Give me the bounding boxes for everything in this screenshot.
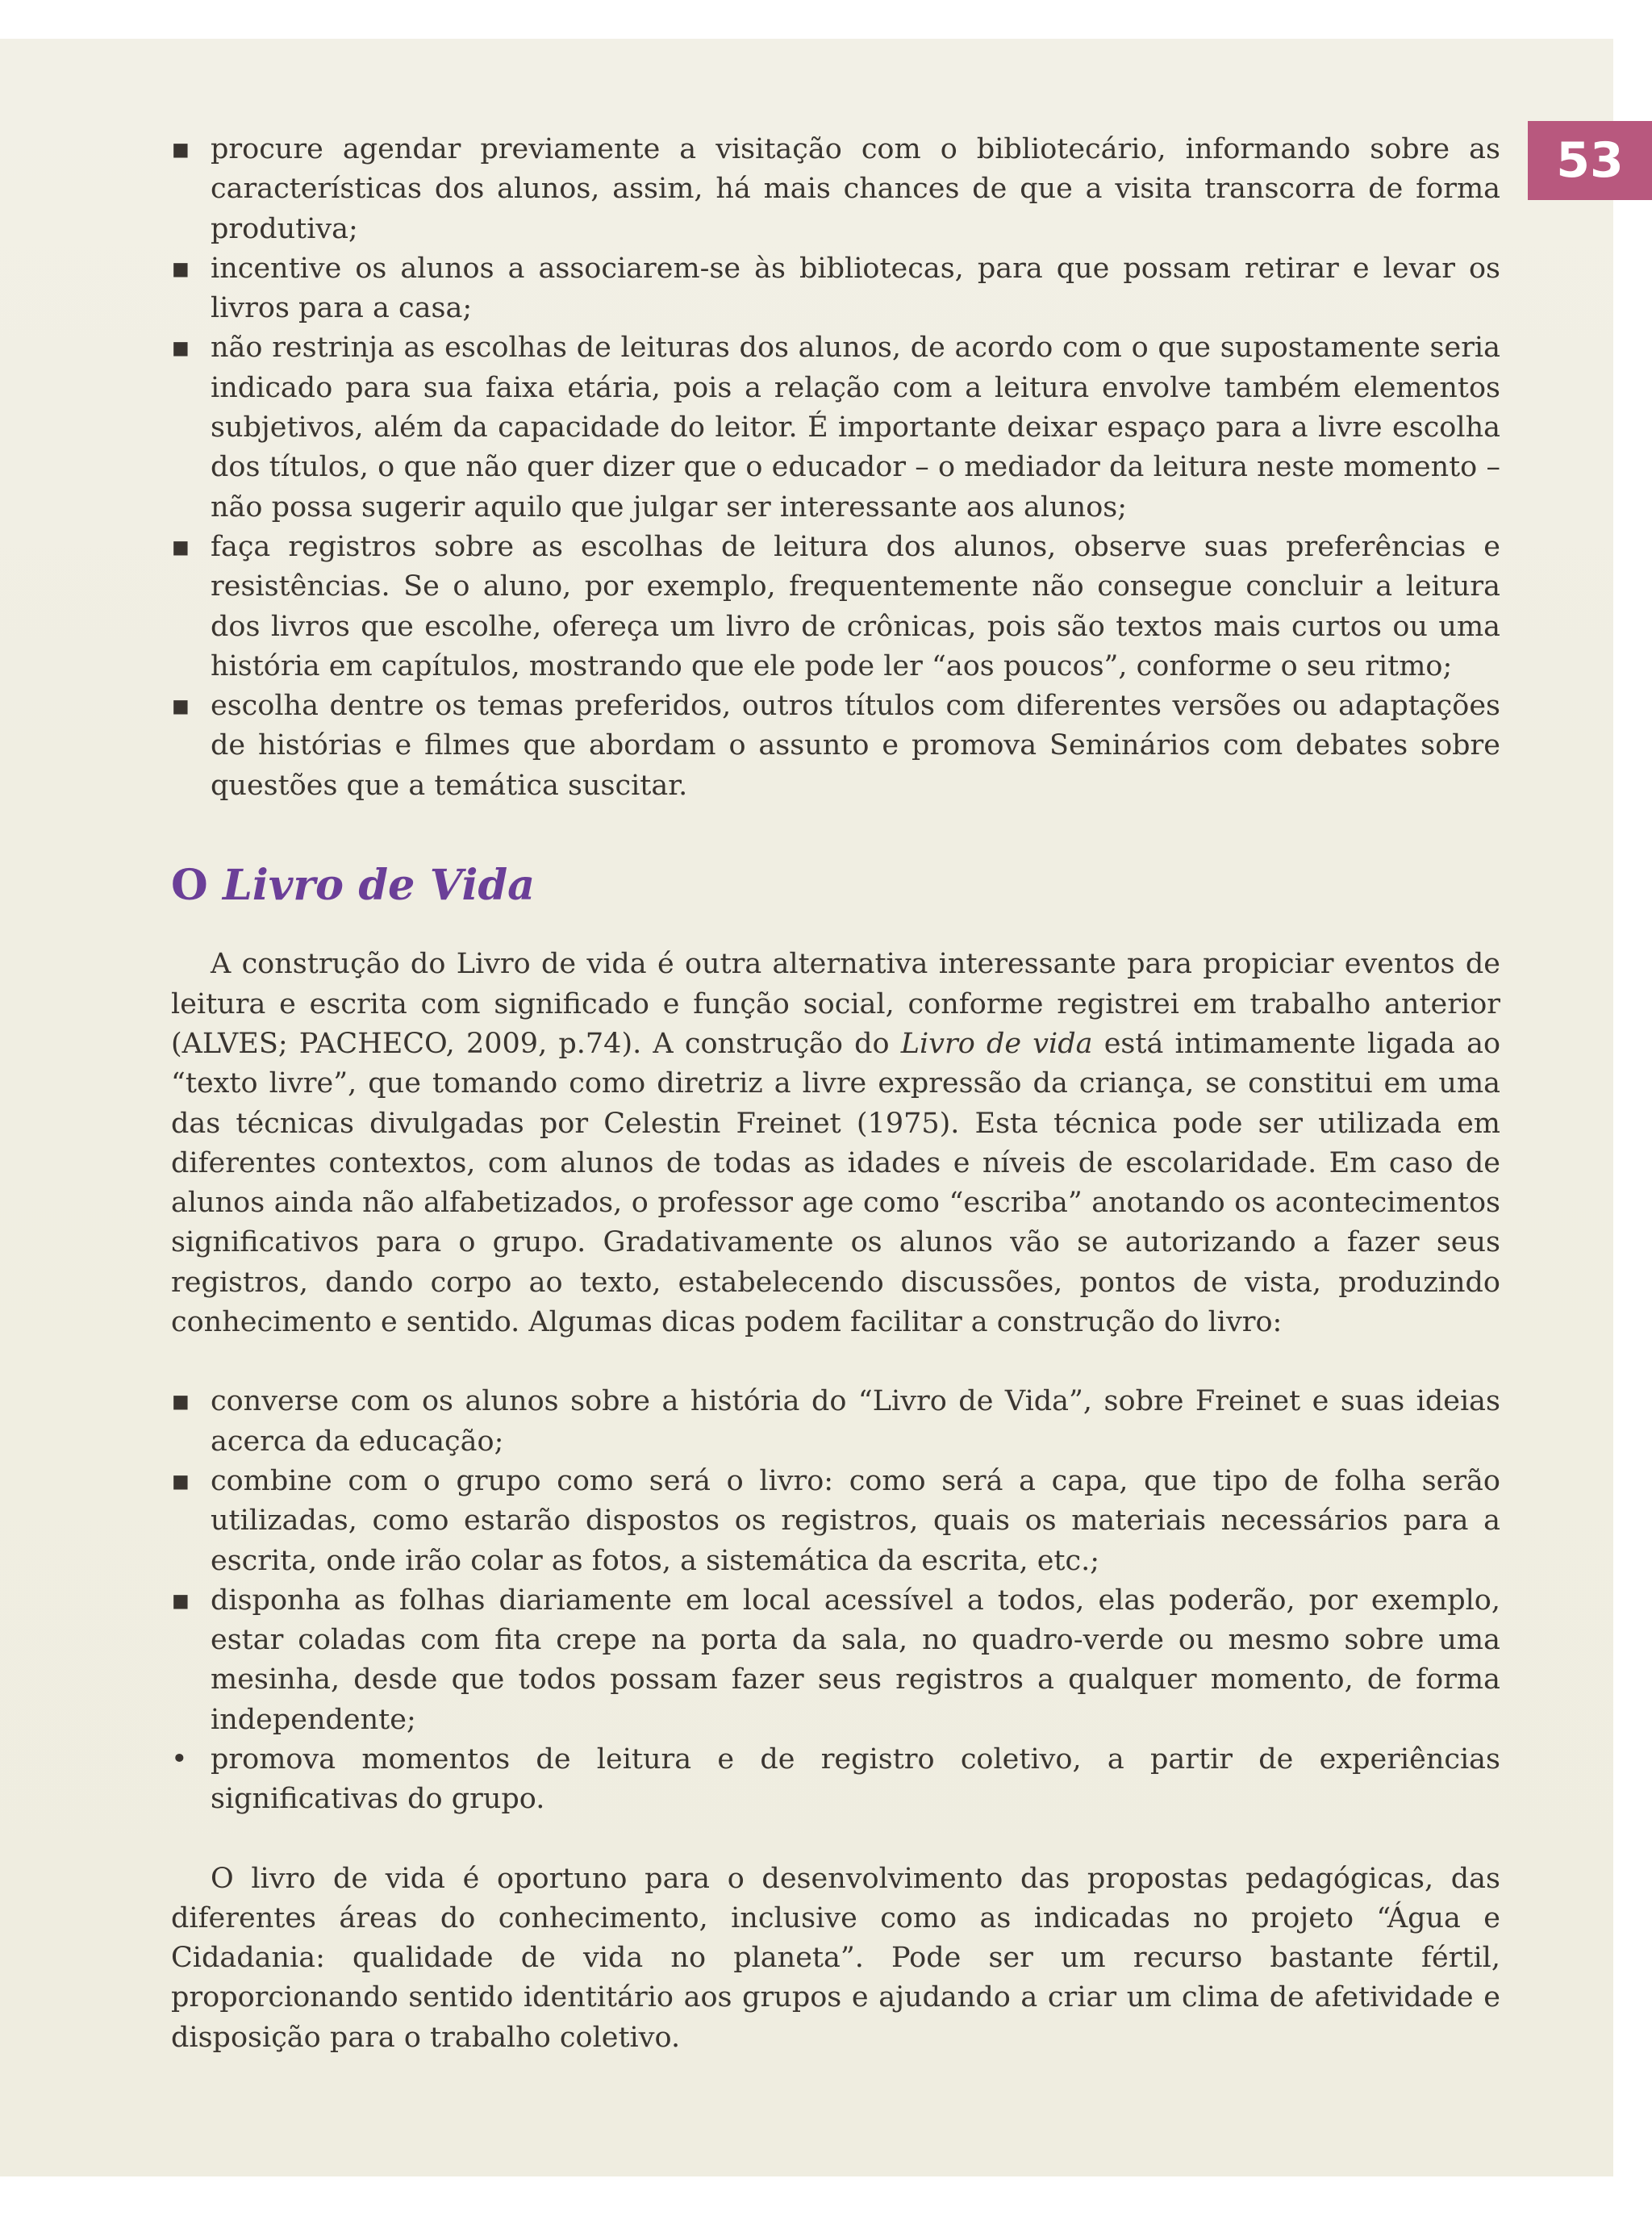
paragraph-intro-part2: está intimamente ligada ao “texto livre”, que tomando como diretriz a livre expressão da criança, se constitui em uma das técnicas divulgadas por Celestin Freinet (1975). Esta técnica pode ser utilizada em diferentes contextos, com alunos de todas as idades e níveis de escolaridade. Em caso de alunos ainda não alfabetizados, o professor age como “escriba” anotando os acontecimentos significativos para o grupo. Gradativamente os alunos vão se autorizando a fazer seus registros, dando corpo ao texto, estabelecendo discussões, pontos de vista, produzindo conhecimento e sentido. Algumas dicas podem facilitar a construção do livro:	[171, 1027, 1501, 1339]
bullet-icon: ▪	[171, 332, 190, 365]
bullet-icon: ▪	[171, 1464, 190, 1497]
paragraph-intro	[171, 945, 1500, 1342]
bullet-icon: ▪	[171, 252, 190, 285]
list-item-text: faça registros sobre as escolhas de leitura dos alunos, observe suas preferências e resistências. Se o aluno, por exemplo, frequentemente não consegue concluir a leitura dos livros que escolhe, ofereça um livro de crônicas, pois são textos mais curtos ou uma história em capítulos, mostrando que ele pode ler “aos poucos”, conforme o seu ritmo;	[211, 530, 1500, 682]
bullet-icon: ▪	[171, 690, 190, 723]
list-item	[171, 130, 1500, 249]
list-item	[171, 1740, 1500, 1820]
paragraph-intro-italic: Livro de vida	[900, 1027, 1093, 1060]
section-heading	[171, 861, 1500, 911]
section-heading-title: Livro de Vida	[223, 861, 536, 911]
list-item	[171, 1581, 1500, 1740]
bullet-icon: ▪	[171, 1385, 190, 1418]
list-item	[171, 249, 1500, 329]
list-item-text: incentive os alunos a associarem-se às bibliotecas, para que possam retirar e levar os livros para a casa;	[211, 252, 1500, 325]
list-item-text: escolha dentre os temas preferidos, outros títulos com diferentes versões ou adaptações de histórias e filmes que abordam o assunto e promova Seminários com debates sobre questões que a temática suscitar.	[211, 690, 1500, 802]
list-item-text: combine com o grupo como será o livro: como será a capa, que tipo de folha serão utilizadas, como estarão dispostos os registros, quais os materiais necessários para a escrita, onde irão colar as fotos, a sistemática da escrita, etc.;	[211, 1464, 1500, 1577]
bullet-icon: ▪	[171, 133, 190, 165]
list-item-text: promova momentos de leitura e de registro coletivo, a partir de experiências significativas do grupo.	[211, 1742, 1500, 1816]
list-item	[171, 1382, 1500, 1462]
bullet-icon: •	[171, 1742, 188, 1776]
list-item	[171, 687, 1500, 806]
bullet-list-top	[171, 130, 1500, 806]
bullet-list-bottom	[171, 1382, 1500, 1819]
paragraph-closing: O livro de vida é oportuno para o desenvolvimento das propostas pedagógicas, das diferentes áreas do conhecimento, inclusive como as indicadas no projeto “Água e Cidadania: qualidade de vida no planeta”. Pode ser um recurso bastante fértil, proporcionando sentido identitário aos grupos e ajudando a criar um clima de afetividade e disposição para o trabalho coletivo.	[171, 1862, 1500, 2054]
list-item	[171, 328, 1500, 527]
list-item	[171, 528, 1500, 687]
paragraph-intro-part1: A construção do Livro de vida é outra alternativa interessante para propiciar eventos de leitura e escrita com significado e função social, conforme registrei em trabalho anterior (ALVES; PACHECO, 2009, p.74). A construção do	[171, 948, 1500, 1060]
list-item-text: não restrinja as escolhas de leituras dos alunos, de acordo com o que supostamente seria indicado para sua faixa etária, pois a relação com a leitura envolve também elementos subjetivos, além da capacidade do leitor. É importante deixar espaço para a livre escolha dos títulos, o que não quer dizer que o educador – o mediador da leitura neste momento – não possa sugerir aquilo que julgar ser interessante aos alunos;	[211, 332, 1500, 524]
page-number-tab: 53	[1528, 121, 1652, 200]
list-item-text: procure agendar previamente a visitação com o bibliotecário, informando sobre as características dos alunos, assim, há mais chances de que a visita transcorra de forma produtiva;	[211, 133, 1500, 245]
list-item-text: converse com os alunos sobre a história do “Livro de Vida”, sobre Freinet e suas ideias acerca da educação;	[211, 1385, 1500, 1458]
section-heading-prefix: O	[171, 861, 223, 911]
bullet-icon: ▪	[171, 530, 190, 563]
page-content	[171, 130, 1500, 2058]
list-item	[171, 1462, 1500, 1581]
bullet-icon: ▪	[171, 1584, 190, 1617]
list-item-text: disponha as folhas diariamente em local acessível a todos, elas poderão, por exemplo, estar coladas com fita crepe na porta da sala, no quadro-verde ou mesmo sobre uma mesinha, desde que todos possam fazer seus registros a qualquer momento, de forma independente;	[211, 1584, 1500, 1736]
